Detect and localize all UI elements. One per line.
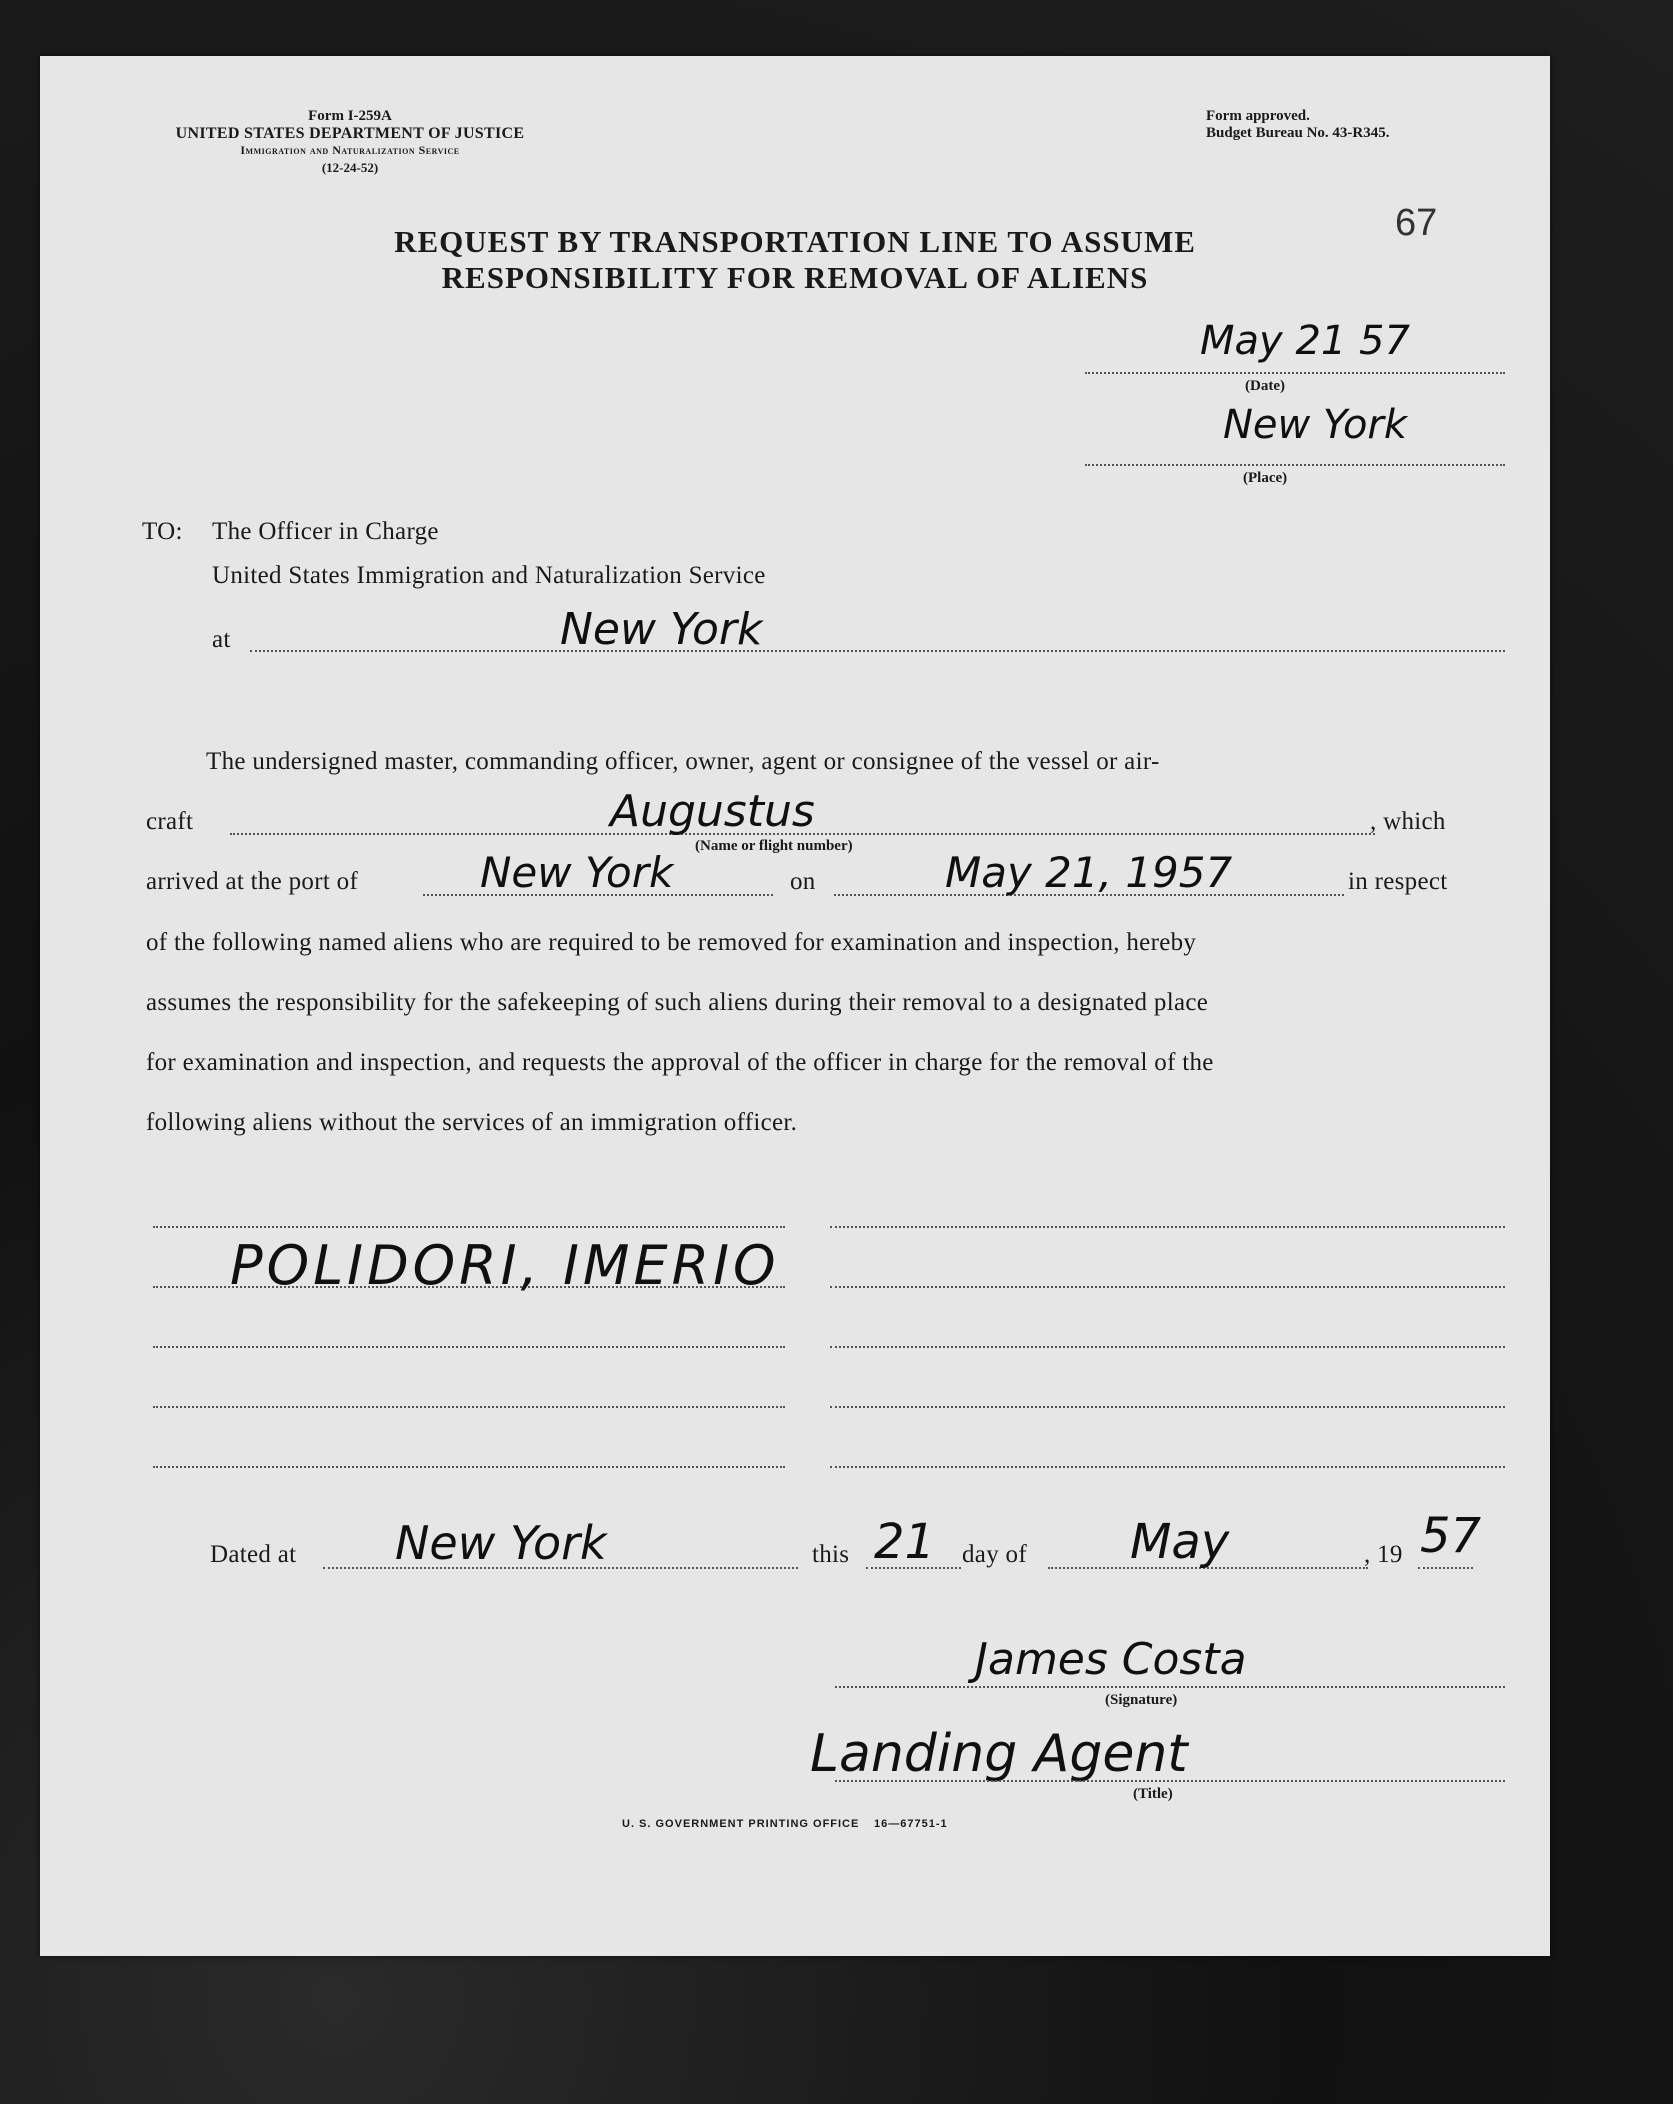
department-name: UNITED STATES DEPARTMENT OF JUSTICE: [175, 125, 525, 142]
signature-line: [835, 1686, 1505, 1688]
form-title-line-1: REQUEST BY TRANSPORTATION LINE TO ASSUME: [394, 224, 1196, 259]
page-number: 67: [1395, 202, 1438, 244]
to-label: TO:: [142, 518, 183, 545]
craft-value[interactable]: Augustus: [610, 786, 815, 837]
port-value[interactable]: New York: [480, 848, 674, 897]
alien-line-right-5: [830, 1466, 1505, 1468]
arrived-label: arrived at the port of: [146, 868, 359, 895]
form-title-line-2: RESPONSIBILITY FOR REMOVAL OF ALIENS: [441, 260, 1149, 295]
alien-line-right-2: [830, 1286, 1505, 1288]
alien-line-right-1: [830, 1226, 1505, 1228]
date-line: [1085, 372, 1505, 374]
print-code: 16—67751-1: [874, 1818, 948, 1830]
approval-line-2: Budget Bureau No. 43-R345.: [1206, 125, 1390, 141]
form-page: [40, 56, 1550, 1956]
addressee-line-1: The Officer in Charge: [212, 518, 439, 545]
title-value[interactable]: Landing Agent: [810, 1724, 1188, 1784]
alien-line-left-5: [153, 1466, 785, 1468]
at-line: [250, 650, 1505, 652]
printer-imprint: U. S. GOVERNMENT PRINTING OFFICE: [622, 1818, 860, 1830]
approval-line-1: Form approved.: [1206, 108, 1310, 124]
dated-at-label: Dated at: [210, 1541, 297, 1568]
alien-line-left-4: [153, 1406, 785, 1408]
service-name: Immigration and Naturalization Service: [240, 143, 460, 157]
month-value[interactable]: May: [1130, 1514, 1230, 1570]
form-revision: (12-24-52): [321, 160, 379, 175]
year-value[interactable]: 57: [1420, 1508, 1482, 1564]
place-line: [1085, 464, 1505, 466]
this-label: this: [812, 1541, 850, 1568]
form-approval: [1206, 108, 1390, 142]
signature-value[interactable]: James Costa: [975, 1634, 1247, 1685]
alien-name[interactable]: POLIDORI, IMERIO: [230, 1234, 780, 1297]
day-value[interactable]: 21: [874, 1514, 936, 1570]
title-caption: (Title): [1133, 1786, 1173, 1802]
year-prefix: , 19: [1364, 1541, 1403, 1568]
place-caption: (Place): [1243, 470, 1288, 486]
alien-line-right-4: [830, 1406, 1505, 1408]
form-number: Form I-259A: [308, 108, 392, 124]
dated-place-value[interactable]: New York: [395, 1516, 607, 1570]
on-label: on: [790, 868, 816, 895]
at-label: at: [212, 626, 231, 653]
paragraph-line-3: of the following named aliens who are required to be removed for examination and inspection, hereby: [146, 929, 1197, 956]
craft-label: craft: [146, 808, 194, 835]
date-value[interactable]: May 21 57: [1200, 318, 1410, 364]
paragraph-line-5: for examination and inspection, and requests the approval of the officer in charge for the removal of the: [146, 1049, 1214, 1076]
alien-line-left-3: [153, 1346, 785, 1348]
paragraph-line-6: following aliens without the services of an immigration officer.: [146, 1109, 798, 1136]
arrival-date-value[interactable]: May 21, 1957: [945, 848, 1233, 897]
addressee-line-2: United States Immigration and Naturalization Service: [212, 562, 766, 589]
day-of-label: day of: [962, 1541, 1027, 1568]
craft-suffix: , which: [1370, 808, 1446, 835]
date-caption: (Date): [1245, 378, 1285, 394]
signature-caption: (Signature): [1105, 1692, 1178, 1708]
place-value[interactable]: New York: [1222, 402, 1408, 448]
alien-line-right-3: [830, 1346, 1505, 1348]
title-line: [835, 1780, 1505, 1782]
in-respect-text: in respect: [1348, 868, 1448, 895]
alien-line-left-1: [153, 1226, 785, 1228]
form-header-left: [140, 108, 560, 176]
paragraph-line-4: assumes the responsibility for the safekeeping of such aliens during their removal to a designated place: [146, 989, 1209, 1016]
craft-caption: (Name or flight number): [695, 838, 853, 854]
paragraph-line-1: The undersigned master, commanding officer, owner, agent or consignee of the vessel or air-: [206, 748, 1160, 775]
year-line: [1418, 1567, 1473, 1569]
at-value[interactable]: New York: [560, 604, 763, 655]
